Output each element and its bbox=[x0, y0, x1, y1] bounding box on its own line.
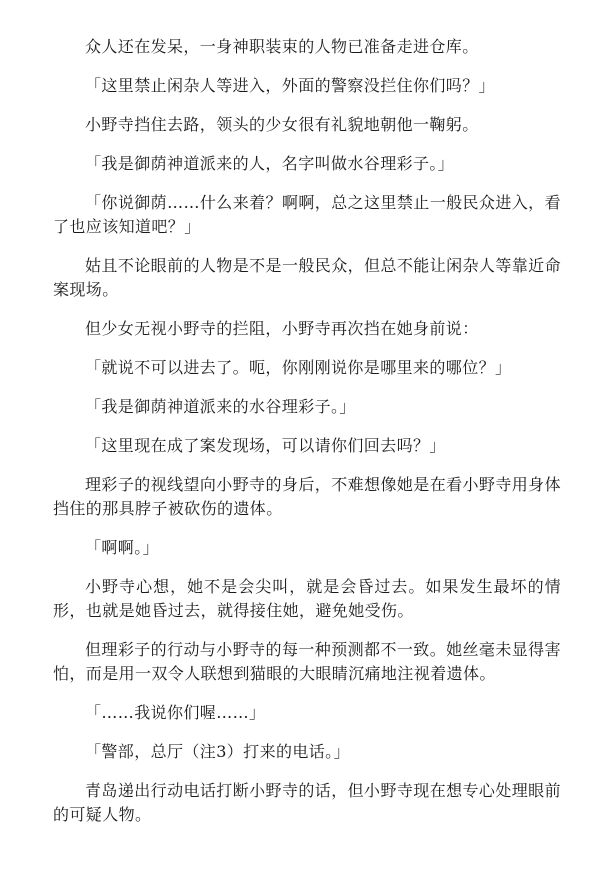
paragraph: 但理彩子的行动与小野寺的每一种预测都不一致。她丝毫未显得害怕，而是用一双令人联想到猫眼的大眼睛沉痛地注视着遗体。 bbox=[53, 640, 561, 683]
paragraph: 姑且不论眼前的人物是不是一般民众，但总不能让闲杂人等靠近命案现场。 bbox=[53, 256, 561, 299]
paragraph: 「这里现在成了案发现场，可以请你们回去吗？」 bbox=[85, 436, 446, 455]
paragraph: 但少女无视小野寺的拦阻，小野寺再次挡在她身前说： bbox=[85, 319, 479, 338]
paragraph: 众人还在发呆，一身神职装束的人物已准备走进仓库。 bbox=[85, 37, 479, 56]
paragraph: 青岛递出行动电话打断小野寺的话，但小野寺现在想专心处理眼前的可疑人物。 bbox=[53, 781, 561, 824]
paragraph: 小野寺挡住去路，领头的少女很有礼貌地朝他一鞠躬。 bbox=[85, 115, 479, 134]
paragraph: 理彩子的视线望向小野寺的身后，不难想像她是在看小野寺用身体挡住的那具脖子被砍伤的遗体。 bbox=[53, 475, 561, 518]
paragraph: 「啊啊。」 bbox=[85, 538, 160, 557]
paragraph: 「警部，总厅（注3）打来的电话。」 bbox=[85, 742, 350, 761]
paragraph: 「就说不可以进去了。呃，你刚刚说你是哪里来的哪位？」 bbox=[85, 358, 512, 377]
paragraph: 「……我说你们喔……」 bbox=[85, 703, 266, 722]
paragraph: 「我是御荫神道派来的水谷理彩子。」 bbox=[85, 397, 356, 416]
paragraph: 「我是御荫神道派来的人，名字叫做水谷理彩子。」 bbox=[85, 154, 455, 173]
paragraph: 小野寺心想，她不是会尖叫，就是会昏过去。如果发生最坏的情形，也就是她昏过去，就得接住她，避免她受伤。 bbox=[53, 577, 561, 620]
paragraph: 「这里禁止闲杂人等进入，外面的警察没拦住你们吗？」 bbox=[85, 76, 496, 95]
paragraph: 「你说御荫……什么来着？啊啊，总之这里禁止一般民众进入，看了也应该知道吧？」 bbox=[53, 193, 561, 236]
